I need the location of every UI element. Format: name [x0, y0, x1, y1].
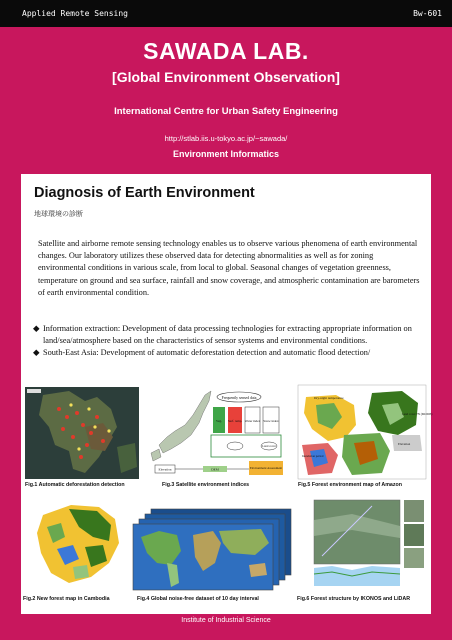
- diamond-icon: ◆: [33, 324, 40, 333]
- fig5-caption: Fig.5 Forest environment map of Amazon: [298, 482, 402, 488]
- amazon-legend-4: Inundation period: [302, 454, 324, 458]
- content-panel: [21, 174, 431, 614]
- fig3-caption: Fig.3 Satellite environment indices: [162, 482, 250, 488]
- fig4-caption: Fig.4 Global noise-free dataset of 10 day interval: [137, 596, 259, 602]
- fig5-amazon-maps: [298, 385, 433, 479]
- bullet-list: [33, 323, 425, 360]
- lab-url[interactable]: http://stlab.iis.u-tokyo.ac.jp/~sawada/: [164, 134, 288, 143]
- bullet-item: [33, 347, 425, 359]
- diagram-surface-label: Surf. temp.: [227, 419, 243, 423]
- lab-title: SAWADA LAB.: [143, 38, 309, 64]
- header-bar: [0, 0, 452, 27]
- department-name: Environment Informatics: [172, 149, 280, 159]
- diamond-icon: ◆: [33, 348, 40, 358]
- diagram-dem-label: DEM: [211, 467, 219, 472]
- fig2-cambodia-map: [29, 497, 125, 589]
- fig4-global-dataset: [131, 507, 295, 591]
- diagram-top-label: Frequently sensed data: [221, 396, 257, 400]
- section-title: Diagnosis of Earth Environment: [34, 185, 255, 201]
- amazon-legend-3: Elevation: [398, 442, 411, 446]
- section-title-jp: 地球環境の診断: [34, 211, 83, 218]
- bullet-text: Information extraction: Development of data processing technologies for extracting appropriate information on land/sea/atmosphere based on the characteristics of sensor systems and environmental conditions.: [43, 324, 412, 346]
- fig6-forest-structure: [312, 496, 426, 590]
- fig2-caption: Fig.2 New forest map in Cambodia: [23, 596, 110, 602]
- diagram-env-label: Environment Assessment: [249, 466, 283, 470]
- institute-name: International Centre for Urban Safety Engineering: [114, 106, 338, 117]
- intro-paragraph: Satellite and airborne remote sensing technology enables us to observe various phenomena of earth environmental changes. Our laboratory utilizes these observed data for detecting abnormalities as well as for zoning environmental conditions in various scale, from local to global. Seasonal changes of vegetation greenness, temperature on ground and sea surface, rainfall and snow coverage, and atmospheric contamination are barometers of earth environmental condition.: [38, 239, 420, 297]
- amazon-legend-1: Dry-night temperature: [314, 396, 344, 400]
- header-right: Bw-601: [413, 9, 442, 18]
- amazon-legend-2: Land cover 7N (MODIS): [402, 412, 433, 416]
- diagram-veg-label: Veg.: [215, 419, 223, 423]
- diagram-landcover-label: Land cover: [262, 444, 276, 448]
- fig3-indices-diagram: [145, 387, 291, 479]
- fig1-deforestation-map: [25, 387, 139, 479]
- diagram-snow-label: Snow index: [263, 419, 279, 423]
- bullet-text: South-East Asia: Development of automatic deforestation detection and automatic flood detection/: [43, 348, 371, 358]
- fig1-caption: Fig.1 Automatic deforestation detection: [25, 482, 125, 488]
- header-left: Applied Remote Sensing: [22, 9, 128, 18]
- bullet-item: [33, 323, 425, 347]
- diagram-elevation-label: Elevation: [158, 467, 172, 472]
- footer-text: Institute of Industrial Science: [181, 617, 271, 624]
- fig6-caption: Fig.6 Forest structure by IKONOS and LiDAR: [297, 596, 411, 602]
- lab-subtitle: [Global Environment Observation]: [112, 69, 340, 85]
- diagram-water-label: Water index: [244, 419, 261, 423]
